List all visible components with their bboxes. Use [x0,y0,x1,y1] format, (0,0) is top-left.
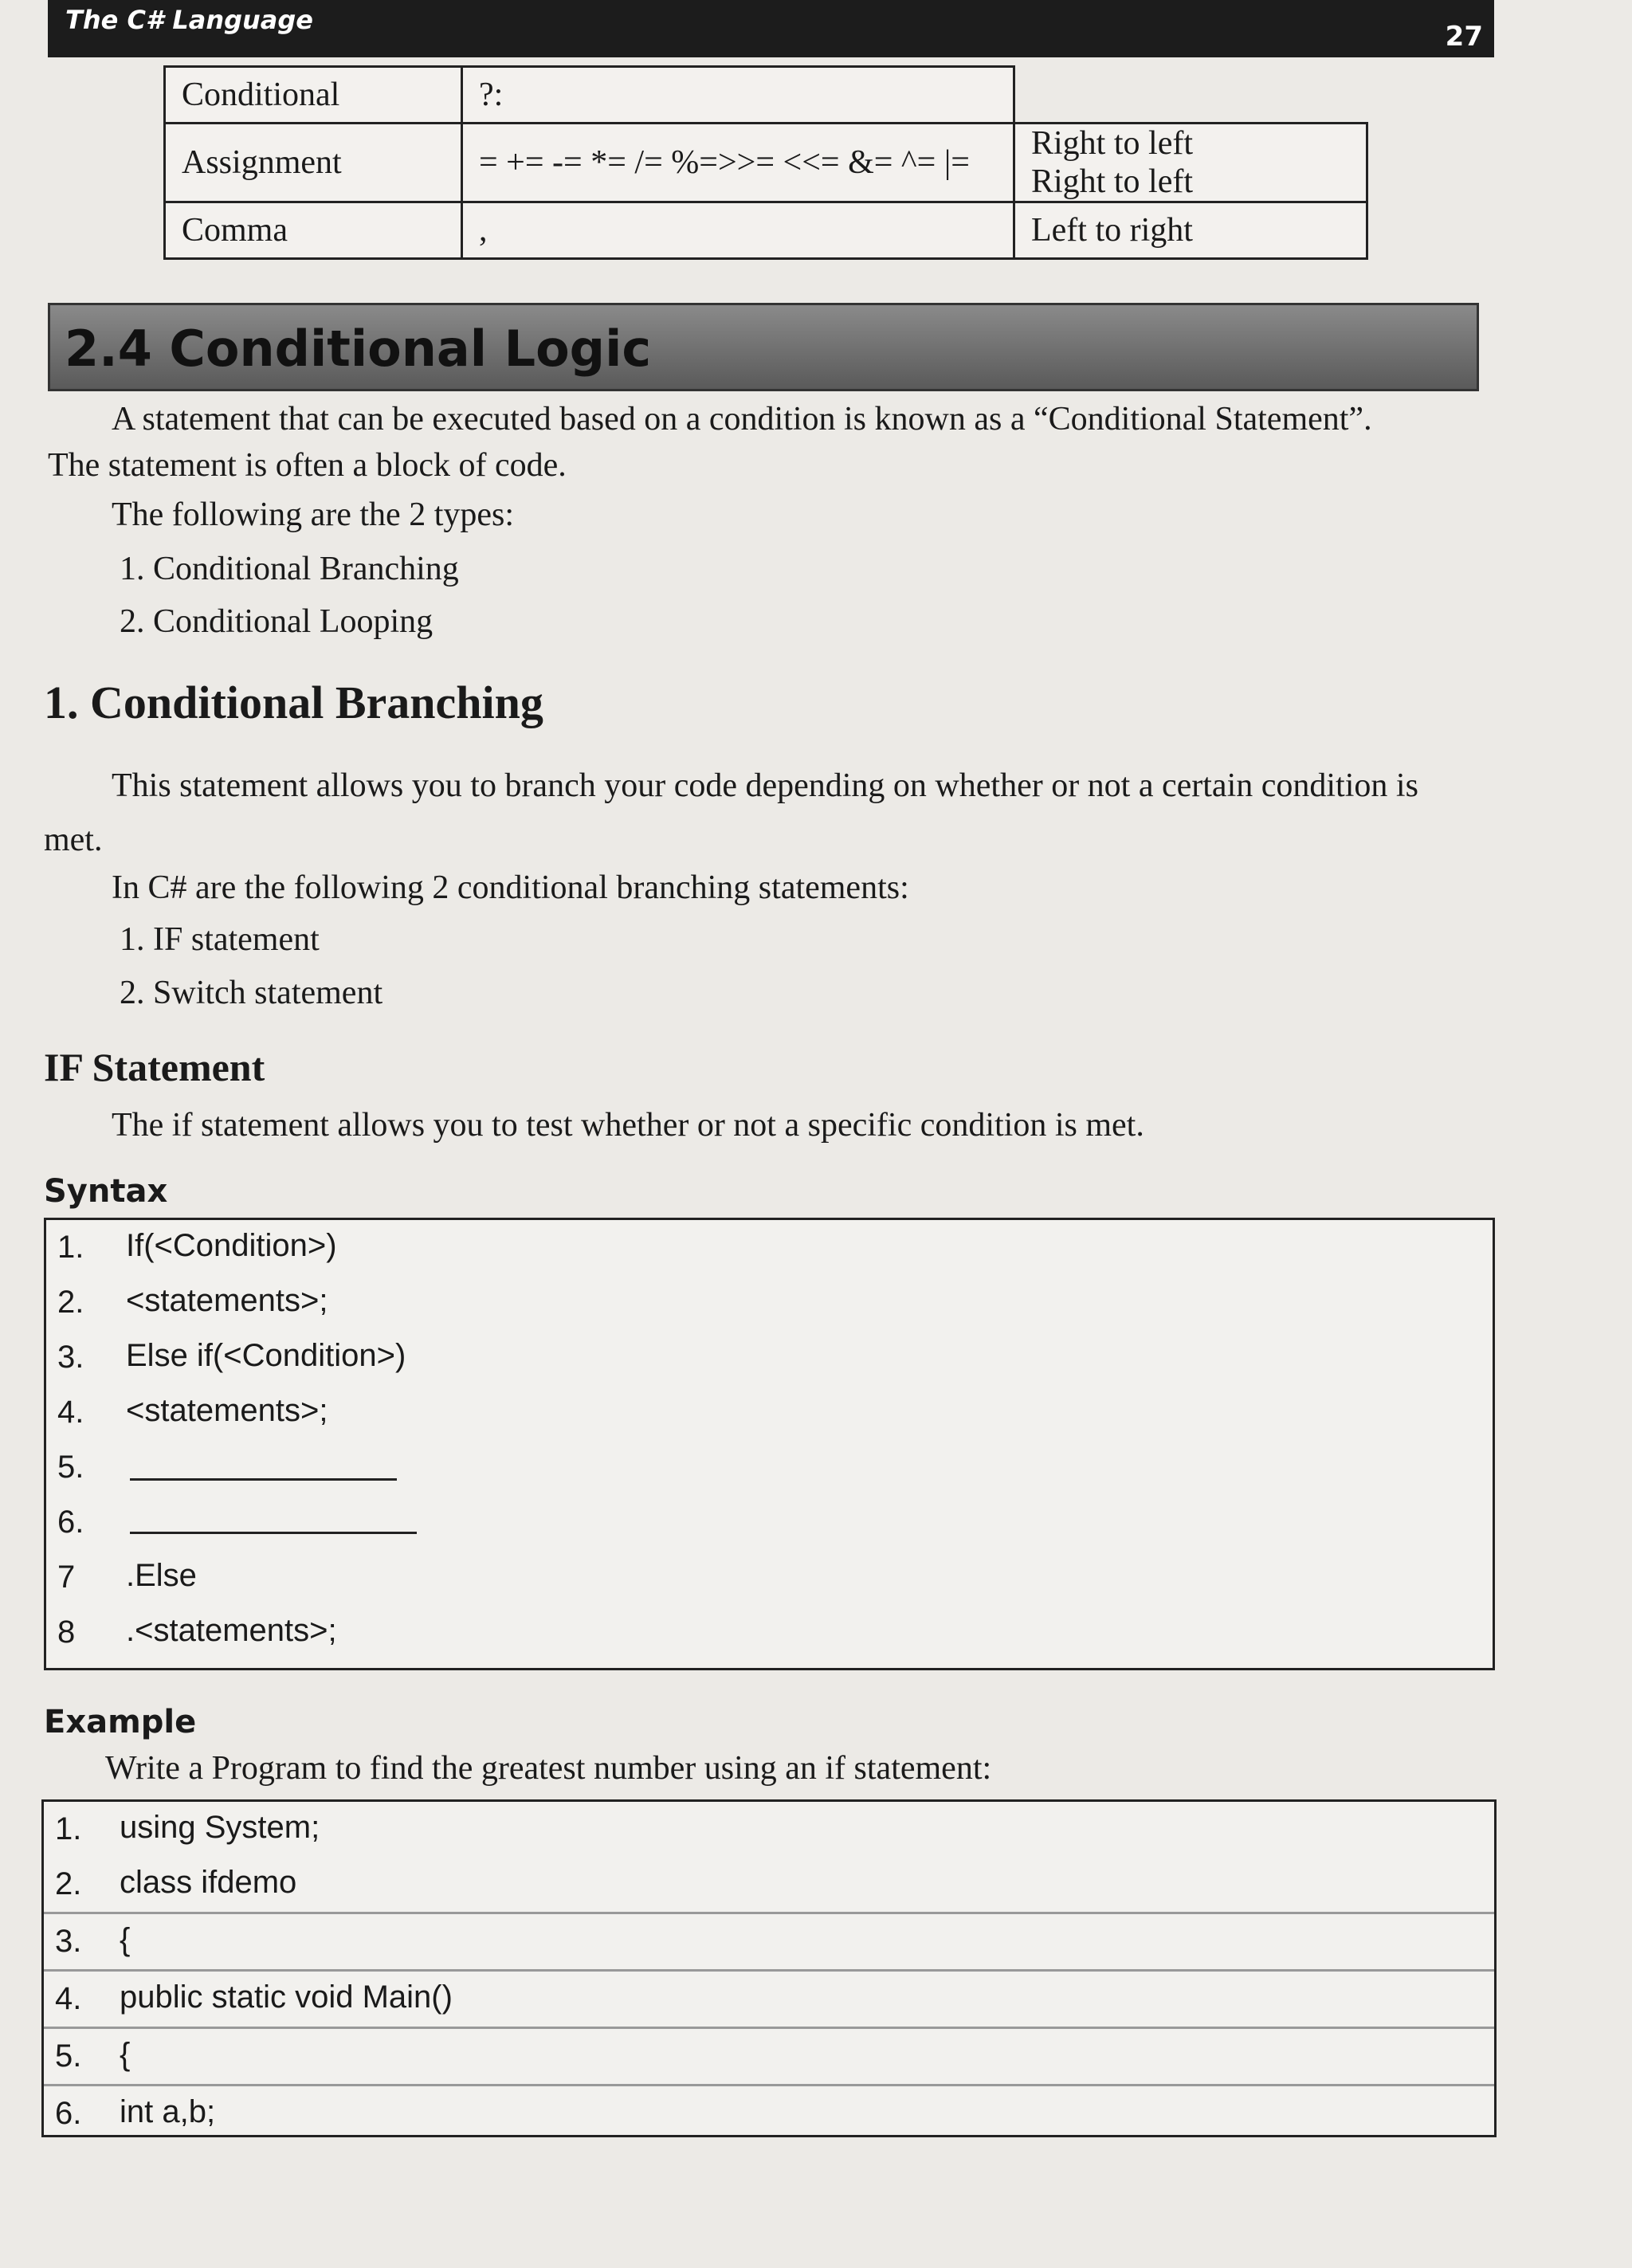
code-line [46,1385,1493,1440]
line-number: 5. [55,2038,82,2074]
type-item: 1. Conditional Branching [120,551,459,587]
syntax-heading: Syntax [44,1173,168,1210]
type-item: 2. Conditional Looping [120,603,434,640]
section-banner [48,303,1479,391]
example-box [41,1799,1497,2137]
line-number: 4. [57,1395,84,1430]
branching-desc-1: This statement allows you to branch your code depending on whether or not a certain condition is [112,767,1418,804]
code-line [44,1802,1494,1857]
code-text: { [120,2037,131,2072]
code-text: public static void Main() [120,1980,453,2015]
code-text: <statements>; [126,1393,328,1428]
operator-table [163,65,1368,260]
line-number: 8 [57,1615,76,1650]
line-number: 4. [55,1981,82,2016]
line-number: 3. [55,1924,82,1959]
line-number: 5. [57,1450,84,1485]
line-number: 6. [57,1505,84,1540]
branching-heading: 1. Conditional Branching [44,677,543,728]
code-line [44,2086,1494,2141]
line-number: 2. [57,1285,84,1320]
blank-line [130,1478,397,1481]
branching-list-intro: In C# are the following 2 conditional branching statements: [112,869,909,906]
assoc-text: Right to left [1031,125,1193,162]
line-number: 6. [55,2096,82,2131]
if-desc: The if statement allows you to test whether or not a specific condition is met. [112,1107,1144,1144]
line-number: 1. [55,1811,82,1846]
if-heading: IF Statement [44,1045,265,1089]
blank-line [130,1532,417,1534]
table-cell [1014,67,1367,124]
code-line [46,1495,1493,1550]
code-text: { [120,1922,131,1957]
code-line [46,1275,1493,1330]
code-text: Else if(<Condition>) [126,1338,406,1373]
line-number: 2. [55,1866,82,1901]
example-heading: Example [44,1704,197,1740]
table-cell: ?: [462,67,1014,124]
code-line [44,1972,1494,2029]
branching-item: 2. Switch statement [120,975,383,1011]
intro-line-2: The statement is often a block of code. [48,447,567,484]
code-line [44,1914,1494,1972]
syntax-box [44,1218,1495,1670]
intro-line-1: A statement that can be executed based on a condition is known as a “Conditional Statement”. [112,401,1372,438]
table-cell: Assignment [165,124,462,202]
table-cell: Left to right [1014,202,1367,259]
header-title: The C# Language [65,5,313,35]
types-intro: The following are the 2 types: [112,496,515,533]
code-line [46,1220,1493,1275]
branching-item: 1. IF statement [120,921,320,958]
code-text: .Else [126,1558,197,1593]
code-line [46,1330,1493,1385]
code-text: int a,b; [120,2094,216,2129]
code-line [46,1605,1493,1660]
table-row [165,67,1367,124]
line-number: 1. [57,1230,84,1265]
table-cell: Comma [165,202,462,259]
code-text: class ifdemo [120,1865,297,1900]
code-line [46,1550,1493,1605]
code-line [46,1440,1493,1495]
code-text: <statements>; [126,1283,328,1318]
table-cell: , [462,202,1014,259]
code-text: If(<Condition>) [126,1228,337,1263]
table-cell: = += -= *= /= %=>>= <<= &= ^= |= [462,124,1014,202]
code-line [44,2029,1494,2086]
code-line [44,1857,1494,1914]
example-desc: Write a Program to find the greatest number using an if statement: [105,1750,992,1787]
code-text: using System; [120,1810,320,1845]
assoc-text: Right to left [1031,163,1193,200]
line-number: 7 [57,1560,76,1595]
table-cell: Conditional [165,67,462,124]
branching-desc-2: met. [44,822,103,858]
table-row [165,202,1367,259]
section-title: 2.4 Conditional Logic [65,320,652,378]
page-number: 27 [1445,21,1483,53]
page-header [48,0,1494,57]
table-row [165,124,1367,202]
table-cell [1014,124,1367,202]
line-number: 3. [57,1340,84,1375]
code-text: .<statements>; [126,1613,337,1648]
